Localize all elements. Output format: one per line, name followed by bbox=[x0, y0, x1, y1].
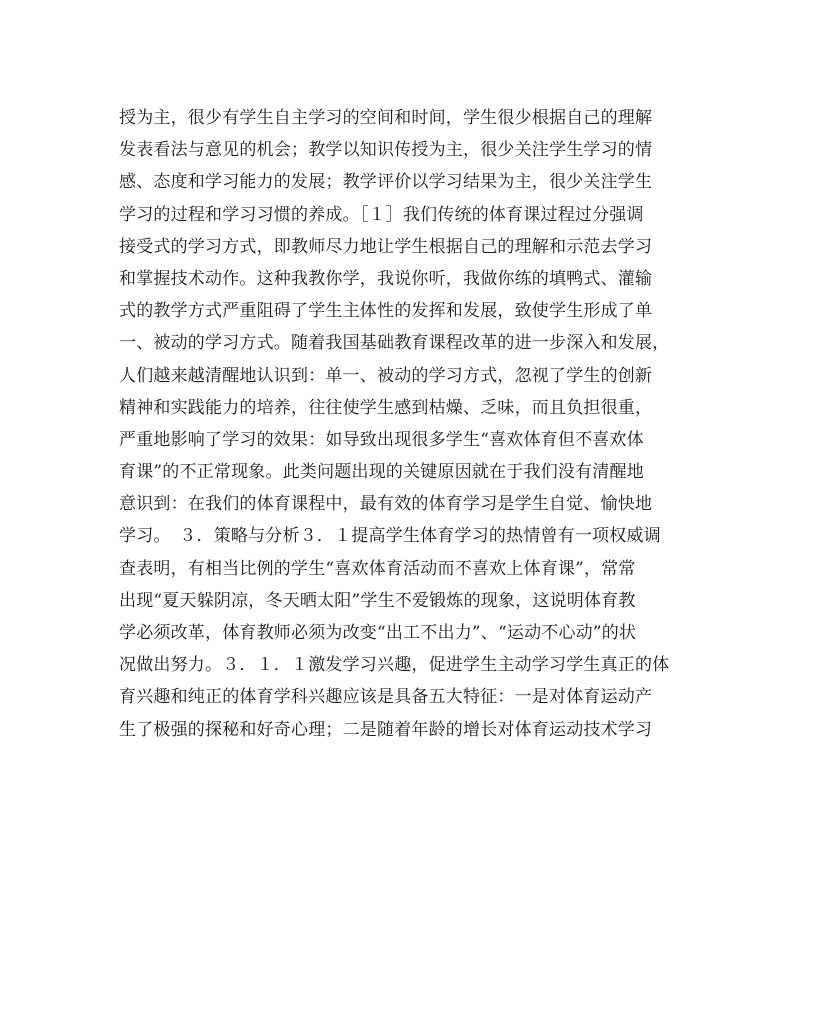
text-line: 和掌握技术动作。这种我教你学，我说你听，我做你练的填鸭式、灌输 bbox=[119, 268, 653, 289]
text-line: 查表明，有相当比例的学生“喜欢体育活动而不喜欢上体育课”，常常 bbox=[119, 558, 636, 579]
text-line: 感、态度和学习能力的发展；教学评价以学习结果为主，很少关注学生 bbox=[119, 172, 653, 193]
text-line: 人们越来越清醒地认识到：单一、被动的学习方式，忽视了学生的创新 bbox=[119, 365, 653, 386]
text-line: 式的教学方式严重阻碍了学生主体性的发挥和发展，致使学生形成了单 bbox=[119, 301, 653, 322]
text-line: 发表看法与意见的机会；教学以知识传授为主，很少关注学生学习的情 bbox=[119, 140, 653, 161]
text-line: 意识到：在我们的体育课程中，最有效的体育学习是学生自觉、愉快地 bbox=[119, 494, 653, 515]
text-line: 一、被动的学习方式。随着我国基础教育课程改革的进一步深入和发展， bbox=[119, 333, 670, 354]
text-line: 生了极强的探秘和好奇心理；二是随着年龄的增长对体育运动技术学习 bbox=[119, 719, 653, 740]
text-line: 育课”的不正常现象。此类问题出现的关键原因就在于我们没有清醒地 bbox=[119, 462, 644, 483]
text-line: 精神和实践能力的培养，往往使学生感到枯燥、乏味，而且负担很重， bbox=[119, 397, 653, 418]
text-line: 出现“夏天躲阴凉，冬天晒太阳”学生不爱锻炼的现象，这说明体育教 bbox=[119, 590, 636, 611]
text-line: 学必须改革，体育教师必须为改变“出工不出力”、“运动不心动”的状 bbox=[119, 623, 637, 643]
text-line: 学习。 ３．策略与分析３．１提高学生体育学习的热情曾有一项权威调 bbox=[119, 526, 661, 547]
text-line: 育兴趣和纯正的体育学科兴趣应该是具备五大特征：一是对体育运动产 bbox=[119, 687, 653, 708]
text-line: 严重地影响了学习的效果：如导致出现很多学生“喜欢体育但不喜欢体 bbox=[119, 429, 644, 450]
text-line: 授为主，很少有学生自主学习的空间和时间，学生很少根据自己的理解 bbox=[119, 108, 653, 128]
text-line: 接受式的学习方式，即教师尽力地让学生根据自己的理解和示范去学习 bbox=[119, 236, 653, 257]
text-line: 学习的过程和学习习惯的养成。［１］我们传统的体育课过程过分强调 bbox=[119, 204, 644, 225]
body-text bbox=[119, 102, 699, 746]
text-line: 况做出努力。３．１．１激发学习兴趣，促进学生主动学习学生真正的体 bbox=[119, 655, 670, 676]
